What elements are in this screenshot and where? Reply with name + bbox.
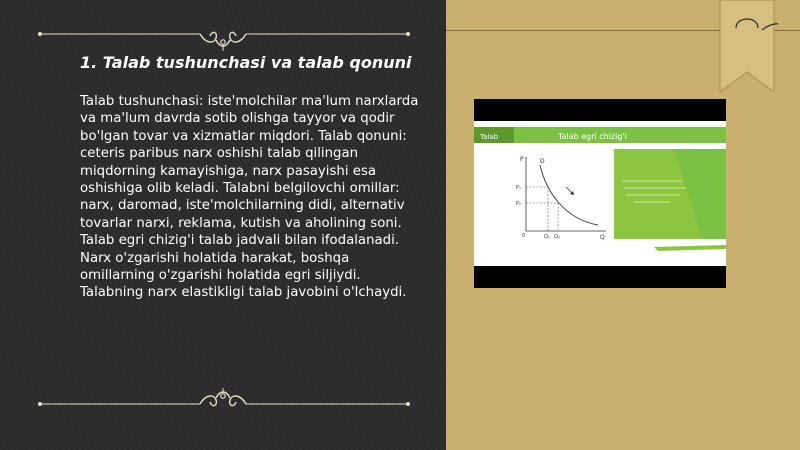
thumbnail-header-text: Talab egri chizig'i bbox=[558, 132, 627, 141]
thumbnail-quantity-tick-2: Q₂ bbox=[554, 234, 560, 240]
thumbnail-x-axis-label: Q bbox=[600, 234, 605, 241]
thumbnail-slide-content bbox=[474, 121, 726, 266]
thumbnail-price-tick-2: P₂ bbox=[516, 201, 522, 207]
thumbnail-y-axis-label: P bbox=[520, 156, 524, 163]
thumbnail-origin-label: 0 bbox=[522, 233, 526, 239]
thumbnail-corner-label: Talab bbox=[480, 133, 499, 141]
thumbnail-quantity-tick-1: Q₁ bbox=[544, 234, 550, 240]
bookmark-ribbon-icon bbox=[716, 0, 778, 94]
slide-body-text: Talab tushunchasi: iste'molchilar ma'lum narxlarda va ma'lum davrda sotib olishga tayyor va qodir bo'lgan tovar va xizmatlar miqdori. Talab qonuni: ceteris paribus narx oshishi talab qilingan miqdorning kamayishiga, narx pasayishi esa oshishiga olib keladi. Talabni belgilovchi omillar: narx, daromad, iste'molchilarning didi, alternativ tovarlar narxi, reklama, kutish va aholining soni. Talab egri chizig'i talab jadvali bilan ifodalanadi. Narx o'zgarishi holatida harakat, boshqa omillarning o'zgarishi holatida egri siljiydi. Talabning narx elastikligi talab javobini o'lchaydi. bbox=[80, 94, 419, 301]
thumbnail-curve-label: D bbox=[540, 158, 545, 165]
slide-thumbnail-image[interactable] bbox=[474, 99, 726, 288]
bottom-ornament-divider-icon bbox=[0, 388, 446, 412]
top-ornament-divider-icon bbox=[0, 28, 446, 52]
thumbnail-price-tick-1: P₁ bbox=[516, 185, 522, 191]
slide-title: 1. Talab tushunchasi va talab qonuni bbox=[80, 53, 412, 72]
